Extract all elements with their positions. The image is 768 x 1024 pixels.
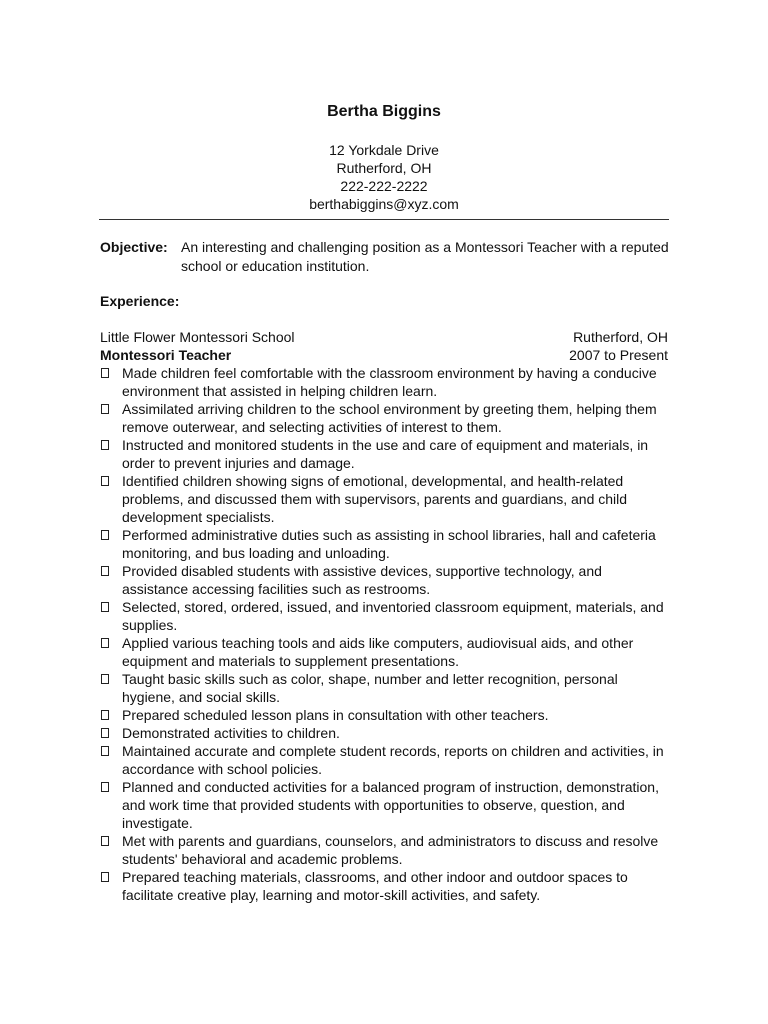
duty-list [100, 364, 670, 904]
objective-label: Objective: [100, 239, 168, 255]
duty-text: Selected, stored, ordered, issued, and inventoried classroom equipment, materials, and supplies. [122, 599, 664, 633]
contact-phone: 222-222-2222 [340, 178, 428, 194]
duty-text: Maintained accurate and complete student records, reports on children and activities, in accordance with school policies. [122, 743, 664, 777]
duty-text: Instructed and monitored students in the use and care of equipment and materials, in order to prevent injuries and damage. [122, 437, 649, 471]
job-location: Rutherford, OH [573, 329, 668, 345]
square-bullet-icon [101, 530, 109, 540]
contact-email: berthabiggins@xyz.com [309, 196, 459, 212]
duty-text: Made children feel comfortable with the classroom environment by having a conducive environment that assisted in helping children learn. [122, 365, 657, 399]
square-bullet-icon [101, 674, 109, 684]
square-bullet-icon [101, 566, 109, 576]
duty-text: Prepared teaching materials, classrooms, and other indoor and outdoor spaces to facilitate creative play, learning and motor-skill activities, and safety. [122, 869, 628, 903]
duty-item [100, 706, 670, 724]
duty-item [100, 742, 670, 778]
duty-text: Applied various teaching tools and aids like computers, audiovisual aids, and other equipment and materials to supplement presentations. [122, 635, 634, 669]
duty-item [100, 598, 670, 634]
duty-text: Demonstrated activities to children. [122, 725, 340, 741]
square-bullet-icon [101, 710, 109, 720]
experience-heading: Experience: [100, 293, 180, 309]
square-bullet-icon [101, 440, 109, 450]
duty-item [100, 472, 670, 526]
duty-item [100, 670, 670, 706]
duty-text: Assimilated arriving children to the school environment by greeting them, helping them remove outerwear, and selecting activities of interest to them. [122, 401, 657, 435]
square-bullet-icon [101, 746, 109, 756]
contact-address: 12 Yorkdale Drive [329, 142, 439, 158]
square-bullet-icon [101, 476, 109, 486]
contact-block [0, 141, 768, 213]
duty-item [100, 868, 670, 904]
square-bullet-icon [101, 782, 109, 792]
square-bullet-icon [101, 638, 109, 648]
duty-text: Performed administrative duties such as assisting in school libraries, hall and cafeteria monitoring, and bus loading and unloading. [122, 527, 656, 561]
job-title: Montessori Teacher [100, 347, 232, 363]
job-dates: 2007 to Present [569, 347, 668, 363]
duty-text: Planned and conducted activities for a balanced program of instruction, demonstration, and work time that provided students with opportunities to observe, question, and investigate. [122, 779, 659, 831]
square-bullet-icon [101, 368, 109, 378]
duty-text: Met with parents and guardians, counselors, and administrators to discuss and resolve students' behavioral and academic problems. [122, 833, 659, 867]
duty-text: Taught basic skills such as color, shape, number and letter recognition, personal hygiene, and social skills. [122, 671, 618, 705]
square-bullet-icon [101, 602, 109, 612]
contact-city: Rutherford, OH [336, 160, 432, 176]
duty-item [100, 400, 670, 436]
duty-item [100, 364, 670, 400]
duty-item [100, 778, 670, 832]
objective-text: An interesting and challenging position as a Montessori Teacher with a reputed school or education institution. [181, 239, 669, 274]
job-employer: Little Flower Montessori School [100, 329, 295, 345]
duty-item [100, 832, 670, 868]
duty-item [100, 526, 670, 562]
square-bullet-icon [101, 728, 109, 738]
square-bullet-icon [101, 836, 109, 846]
square-bullet-icon [101, 404, 109, 414]
duty-text: Identified children showing signs of emotional, developmental, and health-related problems, and discussed them with supervisors, parents and guardians, and child development specialists. [122, 473, 628, 525]
duty-text: Prepared scheduled lesson plans in consultation with other teachers. [122, 707, 549, 723]
duty-item [100, 634, 670, 670]
duty-text: Provided disabled students with assistive devices, supportive technology, and assistance accessing facilities such as restrooms. [122, 563, 602, 597]
candidate-name: Bertha Biggins [327, 103, 441, 120]
header-divider [99, 219, 669, 220]
duty-item [100, 562, 670, 598]
duty-item [100, 436, 670, 472]
duty-item [100, 724, 670, 742]
square-bullet-icon [101, 872, 109, 882]
